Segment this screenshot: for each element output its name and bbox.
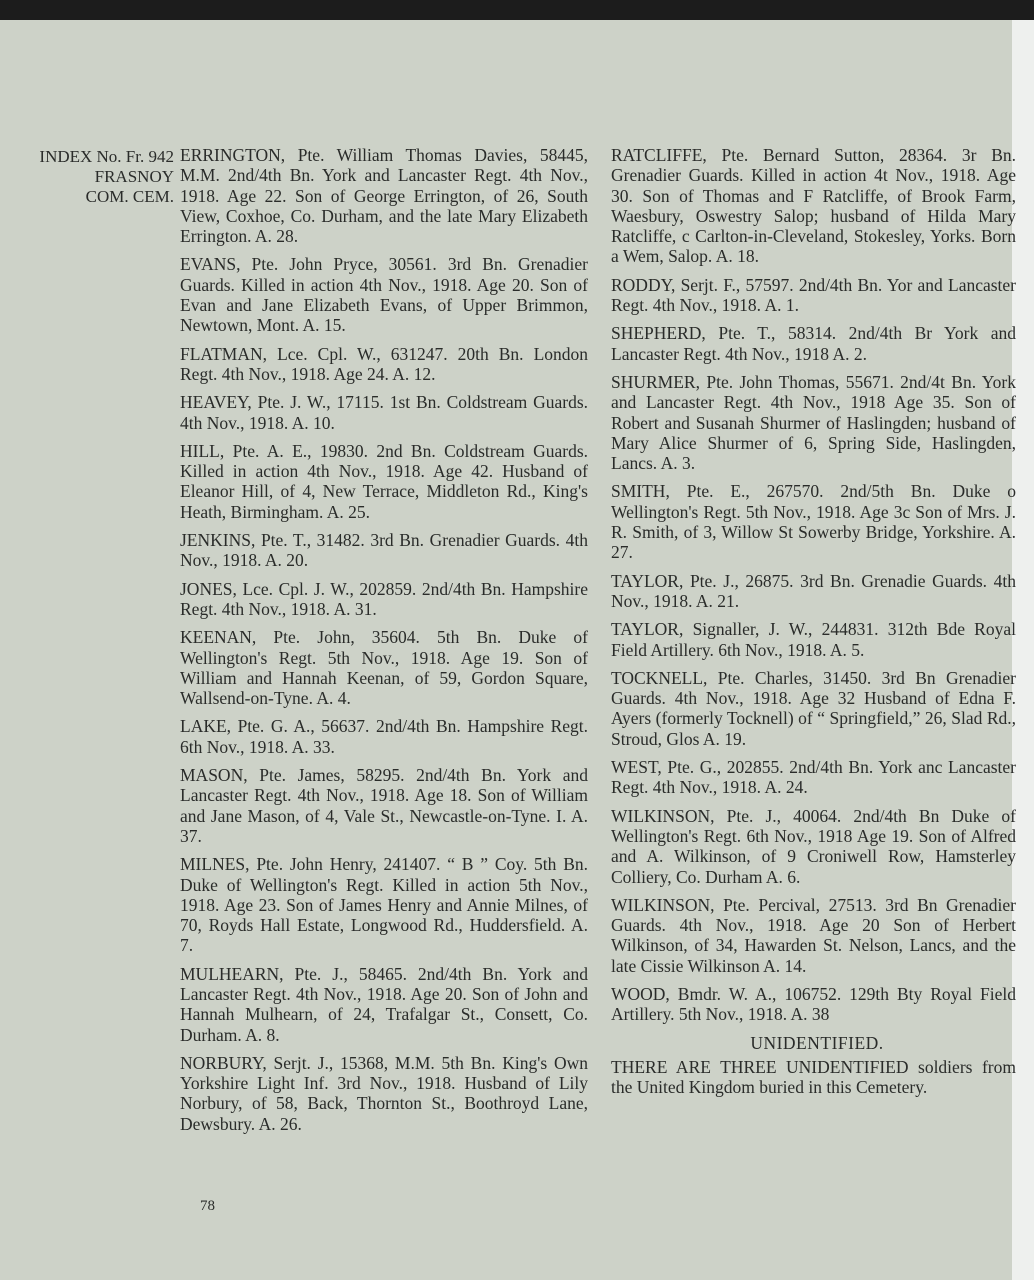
entry-surname: SHURMER, (611, 371, 700, 392)
entry-surname: WEST, (611, 757, 662, 778)
burial-entry (180, 145, 588, 246)
entry-details: Pte. John Thomas, 55671. 2nd/4t Bn. York and Lancaster Regt. 4th Nov., 1918 Age 35. Son of Robert and Susanah Shurmer of Haslingden; husband of Mary Alice Shurmer of 6, Spring Side, Haslingden, Lancs. A. 3. (611, 371, 1017, 474)
entry-surname: RODDY, (611, 274, 676, 295)
burial-entry (611, 806, 1016, 887)
burial-entry (180, 441, 588, 522)
entry-surname: HEAVEY, (180, 392, 252, 413)
index-label (6, 147, 174, 207)
entry-details: Serjt. F., 57597. 2nd/4th Bn. Yor and Lancaster Regt. 4th Nov., 1918. A. 1. (611, 274, 1017, 316)
entry-details: Pte. T., 58314. 2nd/4th Br York and Lancaster Regt. 4th Nov., 1918 A. 2. (611, 323, 1016, 364)
entry-surname: TAYLOR, (611, 619, 684, 640)
burial-entry (611, 571, 1016, 612)
entry-details: Pte. Percival, 27513. 3rd Bn Grenadier Guards. 4th Nov., 1918. Age 20 Son of Herbert Wilkinson, of 34, Hawarden St. Nelson, Lancs, and the late Cissie Wilkinson A. 14. (611, 894, 1016, 976)
entry-details: Pte. Charles, 31450. 3rd Bn Grenadier Guards. 4th Nov., 1918. Age 32 Husband of Edna F. Ayers (formerly Tocknell) of “ Springfield,” 26, Slad Rd., Stroud, Glos A. 19. (611, 667, 1017, 749)
entry-surname: EVANS, (180, 254, 241, 275)
entry-details: Pte. J. W., 17115. 1st Bn. Coldstream Guards. 4th Nov., 1918. A. 10. (180, 392, 589, 433)
entry-details: Pte. E., 267570. 2nd/5th Bn. Duke o Wellington's Regt. 5th Nov., 1918. Age 3c Son of Mrs. J. R. Smith, of 3, Willow St Sowerby Bridge, Yorkshire. A. 27. (611, 481, 1017, 563)
burial-entry (180, 344, 588, 385)
burial-entry (611, 275, 1016, 316)
burial-entry (180, 530, 588, 571)
burial-entry (611, 668, 1016, 749)
top-dark-border (0, 0, 1034, 20)
entry-details: Signaller, J. W., 244831. 312th Bde Royal Field Artillery. 6th Nov., 1918. A. 5. (611, 619, 1016, 660)
entry-details: Pte. John, 35604. 5th Bn. Duke of Wellington's Regt. 5th Nov., 1918. Age 19. Son of William and Hannah Keenan, of 59, Gordon Square, Wallsend-on-Tyne. A. 4. (180, 627, 588, 709)
burial-entry (180, 392, 588, 433)
burial-entry (611, 145, 1016, 267)
entry-details: Pte. J., 26875. 3rd Bn. Grenadie Guards. 4th Nov., 1918. A. 21. (611, 570, 1016, 611)
entry-details: Pte. John Henry, 241407. “ B ” Coy. 5th Bn. Duke of Wellington's Regt. Killed in action 5th Nov., 1918. Age 23. Son of James Henry and Annie Milnes, of 70, Royds Hall Estate, Longwood Rd., Huddersfield. A. 7. (180, 854, 589, 956)
entry-surname: WILKINSON, (611, 894, 715, 915)
entry-surname: SMITH, (611, 481, 670, 502)
entry-details: Pte. John Pryce, 30561. 3rd Bn. Grenadier Guards. Killed in action 4th Nov., 1918. Age 20. Son of Evan and Jane Elizabeth Evans, of Upper Brimmon, Newtown, Mont. A. 15. (180, 254, 588, 336)
entry-surname: JENKINS, (180, 530, 256, 551)
burial-entry (180, 1053, 588, 1134)
burial-entry (180, 254, 588, 335)
entry-surname: MILNES, (180, 854, 250, 875)
entry-details: Pte. J., 58465. 2nd/4th Bn. York and Lancaster Regt. 4th Nov., 1918. Age 20. Son of John and Hannah Mulhearn, of 24, Trafalgar St., Consett, Co. Durham. A. 8. (180, 963, 589, 1045)
unidentified-heading: UNIDENTIFIED. (750, 1032, 884, 1053)
entry-surname: HILL, (180, 440, 225, 461)
cemetery-place: FRASNOY (94, 167, 174, 186)
right-entries (611, 145, 1023, 1025)
cemetery-type: COM. CEM. (85, 187, 174, 206)
entry-details: Pte. T., 31482. 3rd Bn. Grenadier Guards. 4th Nov., 1918. A. 20. (180, 530, 588, 571)
burial-entry (180, 964, 588, 1045)
entry-surname: JONES, (180, 578, 237, 599)
burial-entry (180, 579, 588, 620)
right-column (611, 145, 1023, 1195)
entry-details: Pte. James, 58295. 2nd/4th Bn. York and Lancaster Regt. 4th Nov., 1918. Age 18. Son of William and Jane Mason, of 4, Vale St., Newcastle-on-Tyne. I. A. 37. (180, 765, 589, 846)
left-column (180, 145, 588, 1142)
entry-details: Serjt. J., 15368, M.M. 5th Bn. King's Own Yorkshire Light Inf. 3rd Nov., 1918. Husband of Lily Norbury, of 58, Back, Thornton St., Boothroyd Lane, Dewsbury. A. 26. (180, 1052, 588, 1134)
burial-entry (180, 854, 588, 955)
burial-entry (611, 619, 1016, 660)
entry-details: Lce. Cpl. J. W., 202859. 2nd/4th Bn. Hampshire Regt. 4th Nov., 1918. A. 31. (180, 578, 588, 619)
entry-details: Pte. Bernard Sutton, 28364. 3r Bn. Grenadier Guards. Killed in action 4t Nov., 1918. Age 30. Son of Thomas and F Ratcliffe, of Brook Farm, Waesbury, Oswestry Salop; husband of Hilda Mary Ratcliffe, c Carlton-in-Cleveland, Stokesley, Yorks. Born a Wem, Salop. A. 18. (611, 145, 1017, 267)
burial-entry (611, 323, 1016, 364)
burial-entry (611, 984, 1016, 1025)
entry-surname: FLATMAN, (180, 343, 268, 364)
entry-details: Pte. J., 40064. 2nd/4th Bn Duke of Wellington's Regt. 6th Nov., 1918 Age 19. Son of Alfred and A. Wilkinson, of 9 Croniwell Row, Hamsterley Colliery, Co. Durham A. 6. (611, 805, 1016, 887)
entry-surname: RATCLIFFE, (611, 145, 707, 165)
entry-details: Bmdr. W. A., 106752. 129th Bty Royal Field Artillery. 5th Nov., 1918. A. 38 (611, 983, 1016, 1025)
burial-entry (611, 895, 1016, 976)
entry-details: Lce. Cpl. W., 631247. 20th Bn. London Regt. 4th Nov., 1918. Age 24. A. 12. (180, 343, 589, 384)
entry-surname: NORBURY, (180, 1052, 267, 1073)
unidentified-text: THERE ARE THREE UNIDENTIFIED soldiers from the United Kingdom buried in this Cemetery. (611, 1056, 1016, 1098)
index-number: INDEX No. Fr. 942 (39, 147, 174, 166)
entry-details: Pte. A. E., 19830. 2nd Bn. Coldstream Guards. Killed in action 4th Nov., 1918. Age 42. Husband of Eleanor Hill, of 4, New Terrace, Middleton Rd., King's Heath, Birmingham. A. 25. (180, 440, 589, 522)
entry-surname: WILKINSON, (611, 805, 715, 826)
burial-entry (611, 372, 1016, 473)
entry-details: Pte. William Thomas Davies, 58445, M.M. 2nd/4th Bn. York and Lancaster Regt. 4th Nov., 1918. Age 22. Son of George Errington, of 26, South View, Coxhoe, Co. Durham, and the late Mary Elizabeth Errington. A. 28. (180, 145, 589, 247)
entry-surname: SHEPHERD, (611, 323, 706, 344)
entry-surname: WOOD, (611, 983, 670, 1004)
burial-entry (611, 481, 1016, 562)
burial-entry (180, 627, 588, 708)
burial-entry (180, 765, 588, 846)
burial-entry (180, 716, 588, 757)
entry-surname: LAKE, (180, 716, 232, 737)
entry-surname: ERRINGTON, (180, 145, 286, 165)
page-number: 78 (200, 1198, 215, 1214)
burial-entry (611, 757, 1016, 798)
entry-surname: TAYLOR, (611, 570, 684, 591)
entry-surname: MULHEARN, (180, 963, 284, 984)
entry-surname: TOCKNELL, (611, 667, 708, 688)
entry-surname: KEENAN, (180, 627, 257, 648)
entry-details: Pte. G., 202855. 2nd/4th Bn. York anc Lancaster Regt. 4th Nov., 1918. A. 24. (611, 757, 1017, 798)
entry-surname: MASON, (180, 765, 248, 786)
entry-details: Pte. G. A., 56637. 2nd/4th Bn. Hampshire Regt. 6th Nov., 1918. A. 33. (180, 716, 589, 757)
